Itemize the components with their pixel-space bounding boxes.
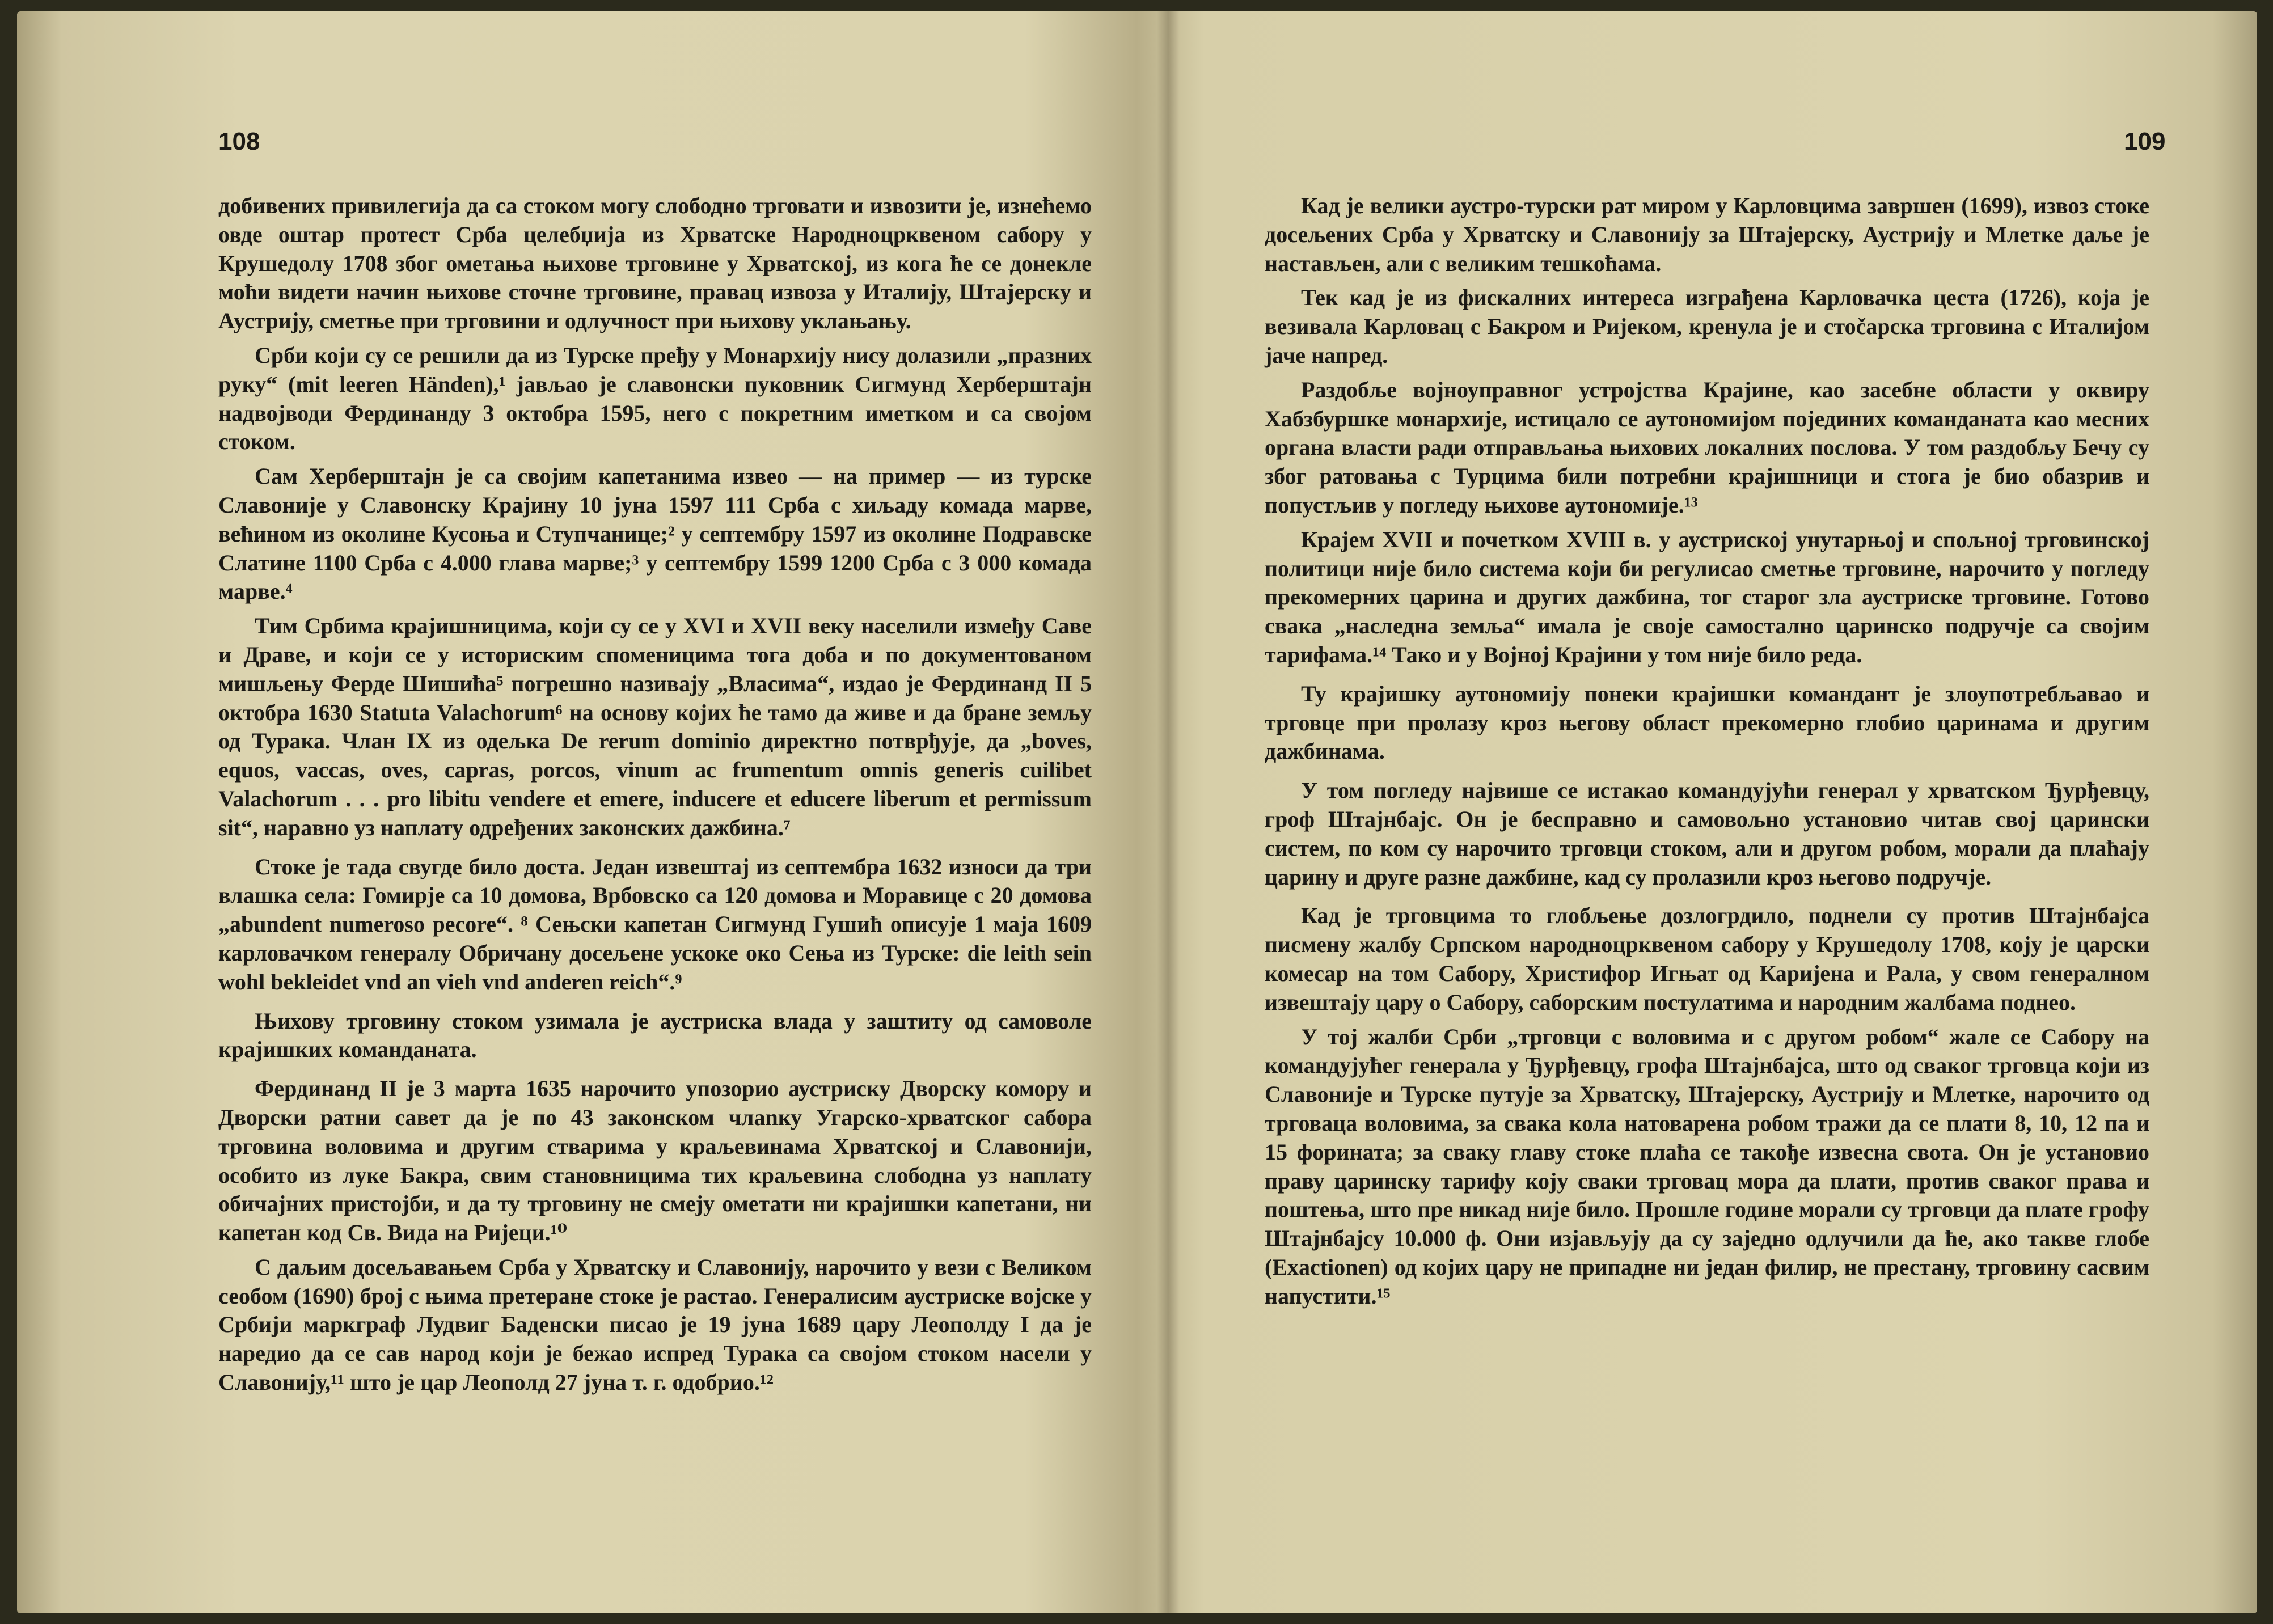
paragraph: Срби који су се решили да из Турске пређу у Монархију нису долазили „празних руку“ (mit leeren Händen),¹ јављао је славонски пуковник Сигмунд Херберштајн надвојводи Фердинанду 3 октобра 1595, него с покретним иметком и са својом стоком. [218,342,1092,455]
left-page [17,11,1168,1613]
paragraph: Тим Србима крајишницима, који су се у XVI и XVII веку населили између Саве и Драве, и који се у историским споменицима тога доба и по документованом мишљењу Ферде Шишића⁵ погрешно називају „Власима“, издао је Фердинанд II 5 октобра 1630 Statuta Valachorum⁶ на основу којих ће тамо да живе и да бране земљу од Турака. Члан IX из одељка De rerum dominio директно потврђује, да „boves, equos, vaccas, oves, capras, porcos, vinum ac frumentum omnis generis cuilibet Valachorum . . . pro libitu vendere et emere, inducere et educere liberum et permissum sit“, наравно уз наплату одређених законских дажбина.⁷ [218,613,1092,840]
paragraph: Фердинанд II је 3 марта 1635 нарочито упозорио аустриску Дворску комору и Дворски ратни савет да је по 43 законском члanку Угарско-хрватског сабора трговина воловима и другим стварима у краљевинама Хрватској и Славонији, особито из луке Бакра, свим становницима тих краљевина слободна уз наплату обичајних пристојби, и да ту трговину не смеју ометати ни крајишки капетани, ни капетан код Св. Вида на Ријеци.¹⁰ [218,1076,1092,1246]
left-page-text [218,192,1092,1403]
paragraph: Стоке је тада свугде било доста. Један извештај из септембра 1632 износи да три влашка села: Гомирје са 10 домова, Врбовско са 120 домова и Моравице с 20 домова „abundent numeroso pecore“. ⁸ Сењски капетан Сигмунд Гушић описује 1 маја 1609 карловачком генералу Обричану досељене ускоке око Сења из Турске: die leith sein wohl bekleidet vnd an vieh vnd anderen reich“.⁹ [218,853,1092,995]
paragraph: У тој жалби Срби „трговци с воловима и с другом робом“ жале се Сабору на командујућег генерала у Ђурђевцу, грофа Штајнбајса, што од сваког трговца који из Славоније и Турске путује за Хрватску, Штајерску, Аустрију и Млетке, нарочито од трговаца воловима, за свака кола натоварена робом тражи да се плати 8, 10, 12 па и 15 форината; за сваку главу стоке плаћа се такође извесна свота. Он је установио праву царинску тарифу коју сваки трговац мора да плати, против сваког права и поштења, што пре никад није било. Прошле године морали су трговци да плате грофу Штајнбајсу 10.000 ф. Они изјављују да су заједно одлучили да ће, ако такве глобе (Exactionen) од којих цару не припадне ни један филир, не престану, трговину сасвим напустити.¹⁵ [1265,1024,2149,1309]
paragraph: Тек кад је из фискалних интереса изграђена Карловачка цеста (1726), која је везивала Карловац с Бакром и Ријеком, кренула је и стоčарска трговина с Италијом јаче напред. [1265,285,2149,368]
paragraph: Њихову трговину стоком узимала је аустриска влада у заштиту од самоволе крајишких команданата. [218,1008,1092,1063]
book-spread [17,11,2257,1613]
right-page-text [1265,192,2149,1316]
paragraph: Ту крајишку аутономију понеки крајишки командант је злоупотребљавао и трговце при пролазу кроз његову област прекомерно глобио царинама и другим дажбинама. [1265,680,2149,764]
paragraph: Кад је велики аустро-турски рат миром у Карловцима завршен (1699), извоз стоке досељених Срба у Хрватску и Славонију за Штајерску, Аустрију и Млетке даље је настављен, али с великим тешкоћама. [1265,193,2149,276]
left-page-number: 108 [218,128,260,155]
paragraph: С даљим досељавањем Срба у Хрватску и Славонију, нарочито у вези с Великом сеобом (1690) број с њима претеране стоке је растао. Генералисим аустриске војске у Србији маркграф Лудвиг Баденски писао је 19 јуна 1689 цару Леополду I да је наредио да се сав народ који је бежао испред Турака са својом стоком насели у Славонију,¹¹ што је цар Леополд 27 јуна т. г. одобрио.¹² [218,1254,1092,1395]
paragraph: Крајем XVII и почетком XVIII в. у аустриској унутарњој и спољној трговинској политици није било система који би регулисао сметње трговине, нарочито у погледу прекомерних царина и других дажбина, тог старог зла аустриске трговине. Готово свака „наследна земља“ имала је своје самостално царинско подручје са својим тарифама.¹⁴ Тако и у Војној Крајини у том није било реда. [1265,526,2149,667]
paragraph: добивених привилегија да са стоком могу слободно трговати и извозити је, изнећемо овде оштар протест Срба целебџија из Хрватске Народноцрквеном сабору у Крушедолу 1708 због ометања њихове трговине у Хрватској, из кога ће се донекле моћи видети начин њихове сточне трговине, правац извоза у Италију, Штајерску и Аустрију, сметње при трговини и одлучност при њихову уклањању. [218,193,1092,334]
right-page-number: 109 [2124,128,2166,155]
paragraph: Кад је трговцима то глобљење дозлогрдило, поднели су против Штајнбајса писмену жалбу Српском народноцрквеном сабору у Крушедолу 1708, коју је царски комесар на том Сабору, Христифор Игњат од Каријена и Рала, у свом генералном извештају цару о Сабору, саборским постулатима и народним жалбама поднео. [1265,903,2149,1015]
paragraph: Раздобље војноуправног устројства Крајине, као засебне области у оквиру Хабзбуршке монархије, истицало се аутономијом појединих команданата као месних органа власти ради отправљања њихових локалних послова. У том раздобљу Бечу су због ратовања с Турцима били потребни крајишници и стога је био обазрив и попустљив у погледу њихове аутономије.¹³ [1265,377,2149,518]
paragraph: Сам Херберштајн је са својим капетанима извео — на пример — из турске Славоније у Славонску Крајину 10 јуна 1597 111 Срба с хиљаду комада марве, већином из околине Кусоња и Ступчанице;² у септембру 1597 из околине Подравске Слатине 1100 Срба с 4.000 глава марве;³ у септембру 1599 1200 Срба с 3 000 комада марве.⁴ [218,463,1092,604]
right-page [1168,11,2257,1613]
paragraph: У том погледу највише се истакао командујући генерал у хрватском Ђурђевцу, гроф Штајнбајс. Он је бесправно и самовољно установио читав свој царински систем, по ком су нарочито трговци стоком, али и другом робом, морали да плаћају царину и друге разне дажбине, кад су пролазили кроз његово подручје. [1265,777,2149,890]
